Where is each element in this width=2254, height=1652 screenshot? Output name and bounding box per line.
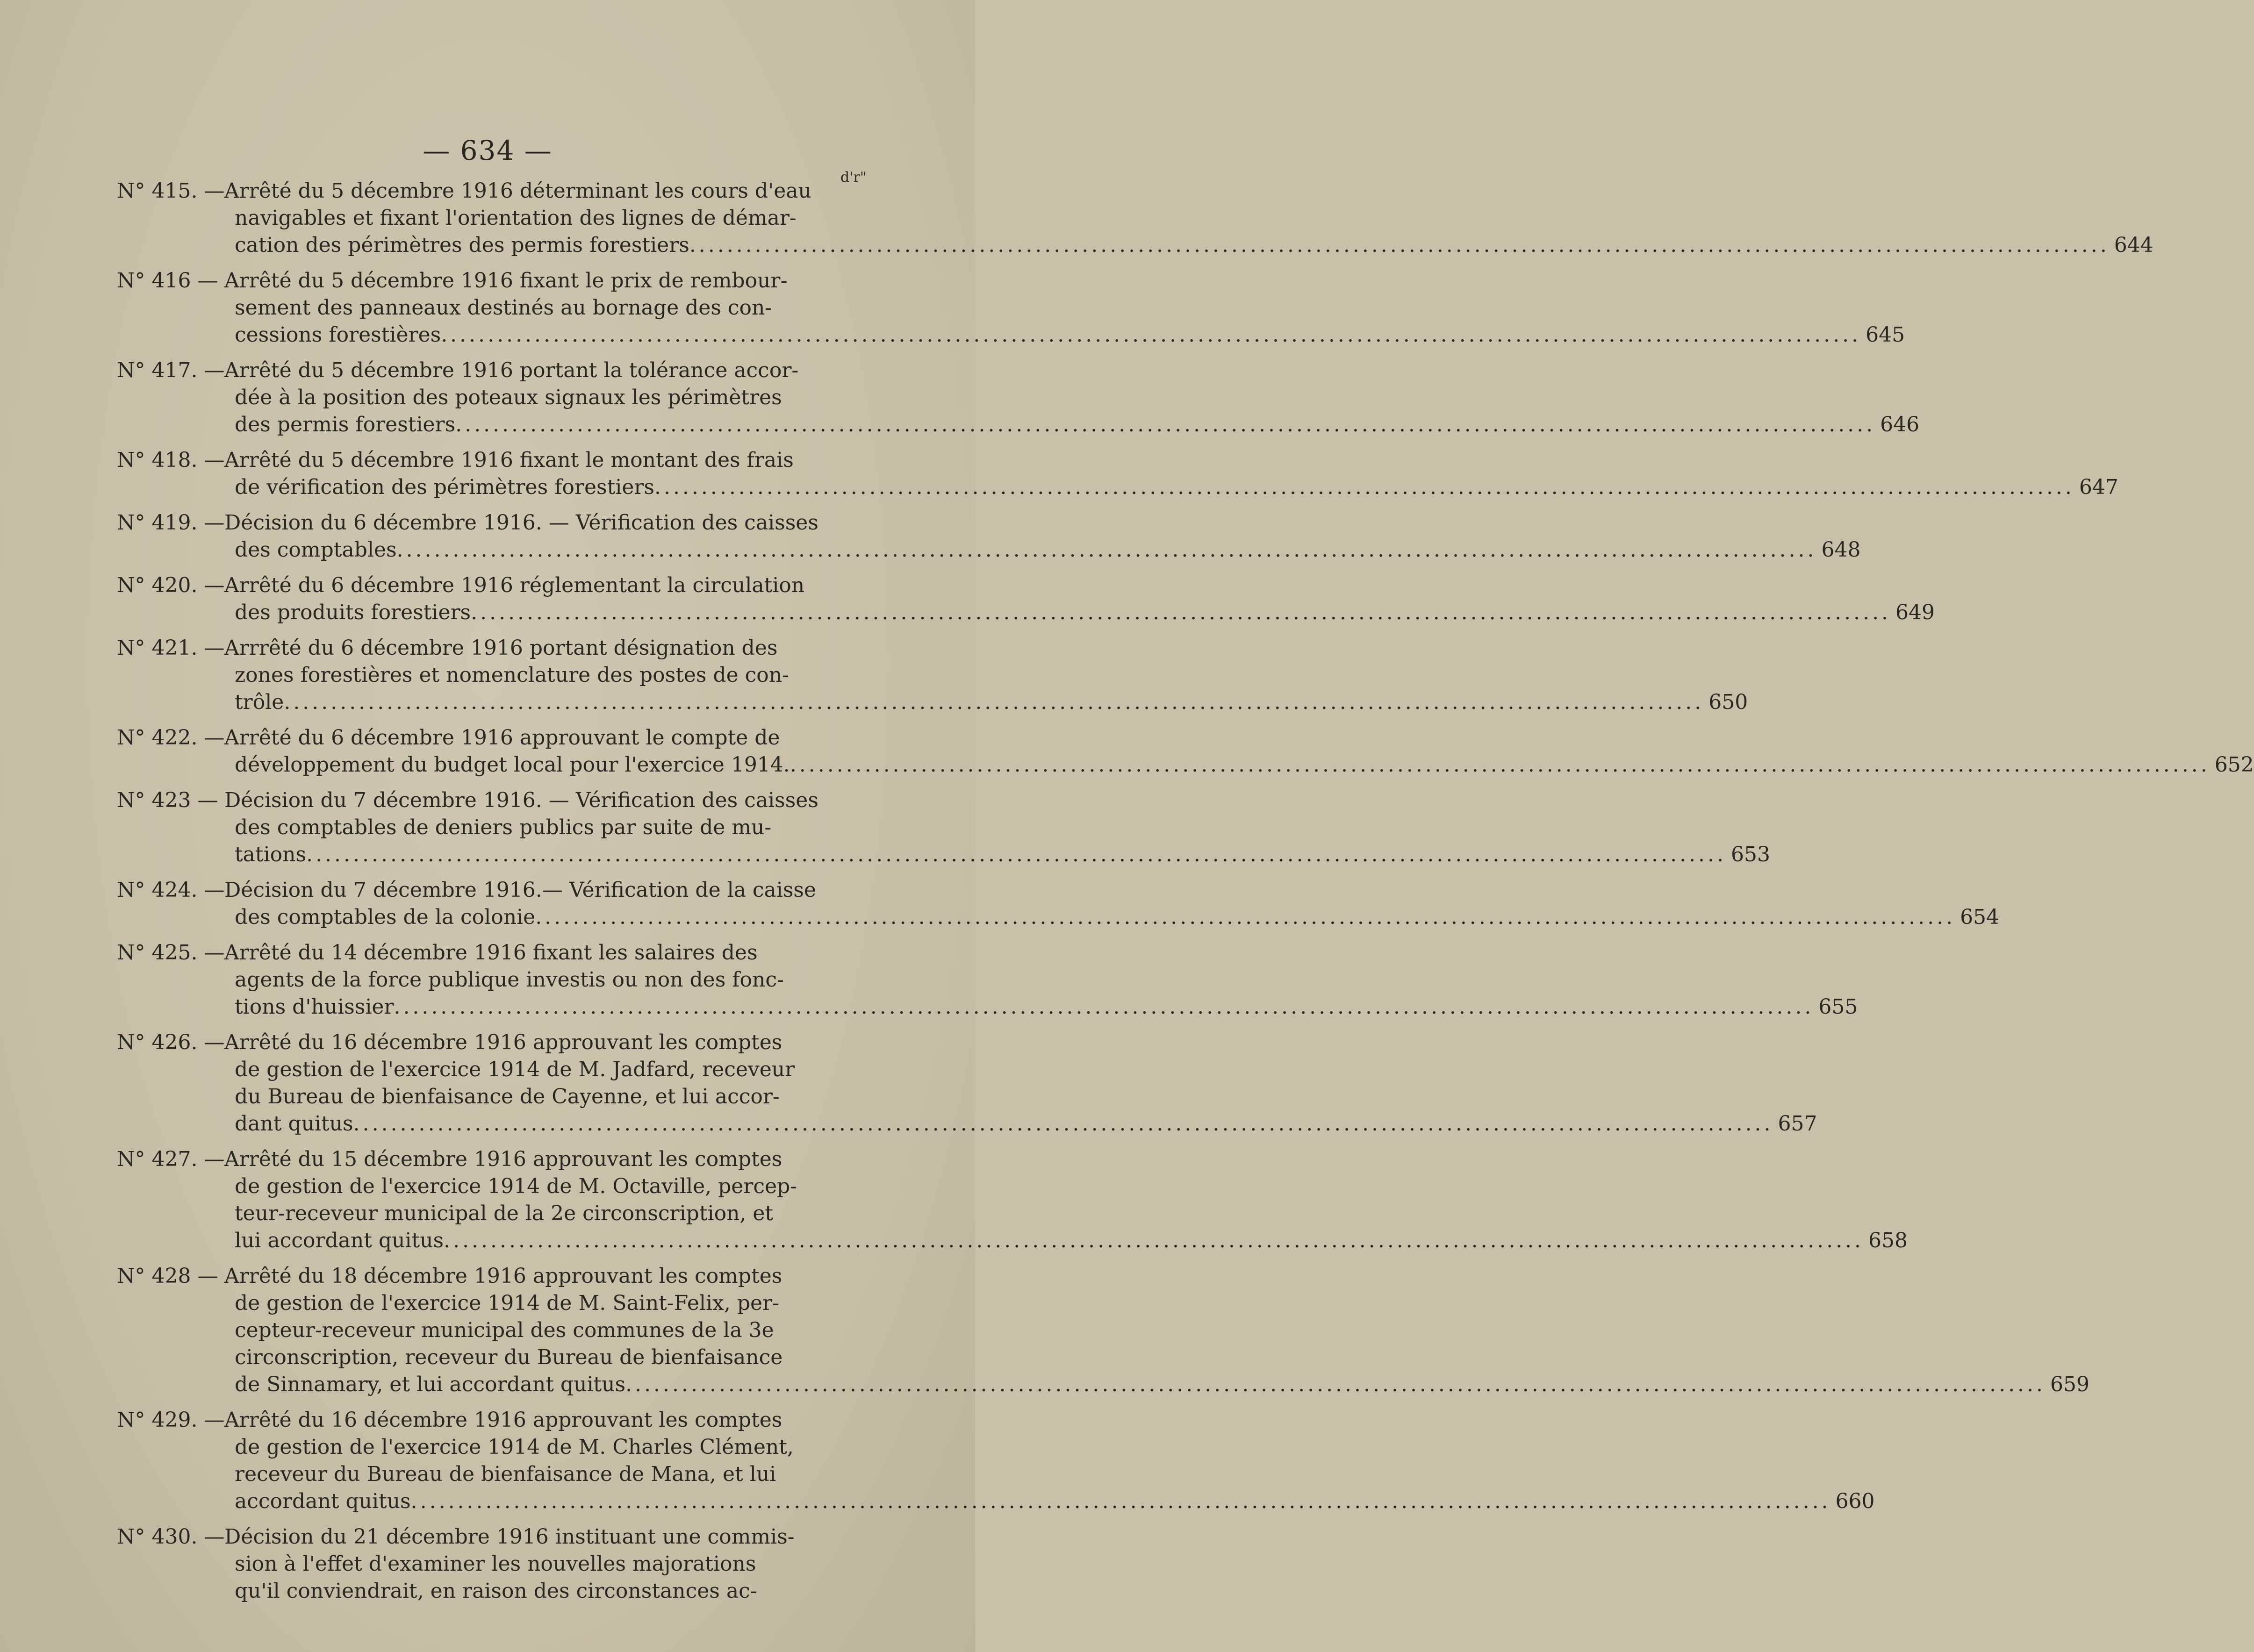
entry-line: tions d'huissier	[235, 995, 394, 1019]
entry-last-line	[224, 751, 2254, 779]
entry-line: dée à la position des poteaux signaux les périmètres	[235, 386, 782, 409]
entry-last-line	[224, 536, 1860, 564]
entry-last-line	[224, 232, 2154, 259]
entry-line: accordant quitus	[235, 1489, 411, 1513]
entry-title	[224, 1407, 1875, 1515]
dot-leader	[397, 536, 1817, 564]
entry-title	[224, 724, 2254, 779]
entry-line: lui accordant quitus	[235, 1229, 444, 1252]
entry-line: du Bureau de bienfaisance de Cayenne, et lui accor-	[235, 1085, 780, 1108]
entry-last-line	[224, 474, 2118, 501]
entry-number: N° 426. —	[117, 1030, 225, 1054]
entry-number: N° 416 —	[117, 269, 218, 293]
entry-last-line	[224, 689, 1748, 716]
entry-line: de gestion de l'exercice 1914 de M. Jadfard, receveur	[235, 1058, 795, 1081]
toc-entry	[117, 877, 2000, 931]
toc-entry	[117, 1263, 2089, 1398]
entry-line: cessions forestières	[235, 323, 441, 347]
entry-line: Arrêté du 5 décembre 1916 fixant le prix de rembour-	[224, 269, 788, 293]
entry-page-number: 659	[2050, 1373, 2089, 1396]
entry-line: sion à l'effet d'examiner les nouvelles majorations	[235, 1552, 756, 1576]
entry-number: N° 422. —	[117, 726, 225, 750]
entry-line: Arrêté du 18 décembre 1916 approuvant les comptes	[224, 1264, 782, 1288]
toc-entry	[117, 1146, 1908, 1254]
entry-line: Arrêté du 5 décembre 1916 déterminant les cours d'eau	[224, 179, 811, 203]
entry-last-line	[224, 1110, 1817, 1137]
entry-last-line	[224, 904, 1999, 931]
entry-line: de Sinnamary, et lui accordant quitus	[235, 1373, 626, 1396]
entry-line: sement des panneaux destinés au bornage des con-	[235, 296, 772, 320]
entry-title	[224, 267, 1905, 349]
entry-title	[224, 635, 1748, 716]
entry-page-number: 644	[2114, 233, 2154, 257]
toc-entry	[117, 267, 1905, 349]
entry-number: N° 415. —	[117, 179, 225, 203]
table-of-contents	[117, 178, 2254, 1613]
entry-number: N° 418. —	[117, 448, 225, 472]
toc-entry	[117, 178, 2154, 259]
entry-page-number: 654	[1960, 905, 2000, 929]
dot-leader	[284, 689, 1704, 716]
entry-line: Décision du 7 décembre 1916.— Vérification de la caisse	[224, 878, 817, 902]
entry-last-line	[224, 1488, 1875, 1515]
entry-line: développement du budget local pour l'exercice 1914.	[235, 753, 790, 777]
entry-line: des permis forestiers	[235, 413, 456, 436]
entry-number: N° 429. —	[117, 1408, 225, 1432]
entry-line: cepteur-receveur municipal des communes de la 3e	[235, 1318, 774, 1342]
entry-page-number: 646	[1880, 413, 1920, 436]
toc-entry	[117, 447, 2118, 501]
entry-number: N° 428 —	[117, 1264, 218, 1288]
dot-leader	[353, 1110, 1773, 1137]
entry-title	[224, 509, 1860, 564]
entry-line: de gestion de l'exercice 1914 de M. Charles Clément,	[235, 1435, 794, 1459]
entry-number: N° 421. —	[117, 636, 225, 660]
entry-title	[224, 1146, 1908, 1254]
entry-title	[224, 447, 2118, 501]
entry-line: Arrêté du 5 décembre 1916 portant la tolérance accor-	[224, 358, 799, 382]
entry-line: de vérification des périmètres forestiers	[235, 475, 654, 499]
entry-page-number: 648	[1821, 538, 1861, 562]
dot-leader	[444, 1227, 1864, 1254]
page-number: — 634 —	[423, 135, 553, 166]
entry-title	[224, 939, 1858, 1021]
dot-leader	[625, 1371, 2046, 1398]
entry-page-number: 647	[2079, 475, 2118, 499]
entry-line: circonscription, receveur du Bureau de bienfaisance	[235, 1345, 783, 1369]
toc-entry	[117, 635, 1748, 716]
entry-number: N° 417. —	[117, 358, 225, 382]
toc-entry	[117, 1523, 855, 1605]
entry-line: tations	[235, 843, 307, 866]
entry-line: Décision du 6 décembre 1916. — Vérification des caisses	[224, 511, 818, 535]
entry-line: teur-receveur municipal de la 2e circonscription, et	[235, 1201, 774, 1225]
entry-line: cation des périmètres des permis forestiers	[235, 233, 689, 257]
dot-leader	[471, 599, 1891, 626]
dot-leader	[689, 232, 2110, 259]
entry-title	[224, 357, 1919, 438]
entry-line: trôle	[235, 690, 284, 714]
entry-page-number: 653	[1731, 843, 1770, 866]
entry-line: Arrêté du 5 décembre 1916 fixant le montant des frais	[224, 448, 794, 472]
entry-line: receveur du Bureau de bienfaisance de Mana, et lui	[235, 1462, 776, 1486]
entry-title	[224, 1523, 855, 1605]
entry-page-number: 652	[2214, 753, 2254, 777]
entry-page-number: 645	[1866, 323, 1905, 347]
entry-last-line	[224, 841, 1770, 868]
toc-entry	[117, 1407, 1875, 1515]
entry-line: Arrêté du 16 décembre 1916 approuvant les comptes	[224, 1030, 782, 1054]
toc-entry	[117, 787, 1770, 868]
entry-title	[224, 787, 1770, 868]
toc-entry	[117, 509, 1861, 564]
entry-line: de gestion de l'exercice 1914 de M. Saint-Felix, per-	[235, 1291, 779, 1315]
entry-line: dant quitus	[235, 1112, 353, 1136]
dot-leader	[455, 411, 1875, 438]
entry-number: N° 424. —	[117, 878, 225, 902]
toc-entry	[117, 1029, 1817, 1137]
dot-leader	[411, 1488, 1831, 1515]
toc-entry	[117, 939, 1858, 1021]
entry-line: Arrrêté du 6 décembre 1916 portant désignation des	[224, 636, 778, 660]
entry-line: des comptables de la colonie	[235, 905, 536, 929]
toc-entry	[117, 357, 1920, 438]
entry-line: qu'il conviendrait, en raison des circonstances ac-	[235, 1579, 757, 1603]
toc-entry	[117, 724, 2254, 779]
entry-line: Décision du 21 décembre 1916 instituant une commis-	[224, 1525, 795, 1549]
entry-number: N° 425. —	[117, 941, 225, 965]
dot-leader	[306, 841, 1726, 868]
entry-title	[224, 1029, 1817, 1137]
dot-leader	[654, 474, 2075, 501]
entry-number: N° 423 —	[117, 788, 218, 812]
dot-leader	[790, 751, 2210, 779]
entry-title	[224, 178, 2154, 259]
entry-last-line	[224, 1371, 2089, 1398]
entry-number: N° 427. —	[117, 1147, 225, 1171]
entry-number: N° 419. —	[117, 511, 225, 535]
entry-last-line	[224, 994, 1858, 1021]
entry-line: navigables et fixant l'orientation des lignes de démar-	[235, 206, 797, 230]
entry-title	[224, 572, 1935, 626]
toc-entry	[117, 572, 1935, 626]
dot-leader	[441, 322, 1861, 349]
entry-number: N° 430. —	[117, 1525, 225, 1549]
entry-line: des comptables de deniers publics par suite de mu-	[235, 815, 772, 839]
entry-last-line	[224, 1227, 1908, 1254]
entry-line: Arrêté du 6 décembre 1916 réglementant la circulation	[224, 573, 805, 597]
entry-line: Arrêté du 16 décembre 1916 approuvant les comptes	[224, 1408, 782, 1432]
entry-line: Arrêté du 6 décembre 1916 approuvant le compte de	[224, 726, 780, 750]
dot-leader	[535, 904, 1955, 931]
entry-last-line	[224, 322, 1905, 349]
entry-page-number: 650	[1708, 690, 1748, 714]
entry-line: Décision du 7 décembre 1916. — Vérification des caisses	[224, 788, 818, 812]
entry-last-line	[224, 599, 1935, 626]
entry-number: N° 420. —	[117, 573, 225, 597]
entry-page-number: 655	[1818, 995, 1858, 1019]
entry-page-number: 658	[1868, 1229, 1908, 1252]
entry-page-number: 657	[1778, 1112, 1817, 1136]
entry-line: Arrêté du 14 décembre 1916 fixant les salaires des	[224, 941, 758, 965]
entry-line: de gestion de l'exercice 1914 de M. Octaville, percep-	[235, 1174, 797, 1198]
entry-line: des comptables	[235, 538, 397, 562]
entry-line: des produits forestiers	[235, 601, 471, 624]
dot-leader	[394, 994, 1814, 1021]
entry-line: agents de la force publique investis ou non des fonc-	[235, 968, 784, 992]
entry-last-line	[224, 411, 1919, 438]
entry-line: Arrêté du 15 décembre 1916 approuvant les comptes	[224, 1147, 782, 1171]
running-mark: d'r"	[840, 169, 867, 186]
entry-title	[224, 877, 1999, 931]
entry-line: zones forestières et nomenclature des postes de con-	[235, 663, 789, 687]
entry-page-number: 649	[1895, 601, 1935, 624]
entry-title	[224, 1263, 2089, 1398]
entry-page-number: 660	[1835, 1489, 1875, 1513]
